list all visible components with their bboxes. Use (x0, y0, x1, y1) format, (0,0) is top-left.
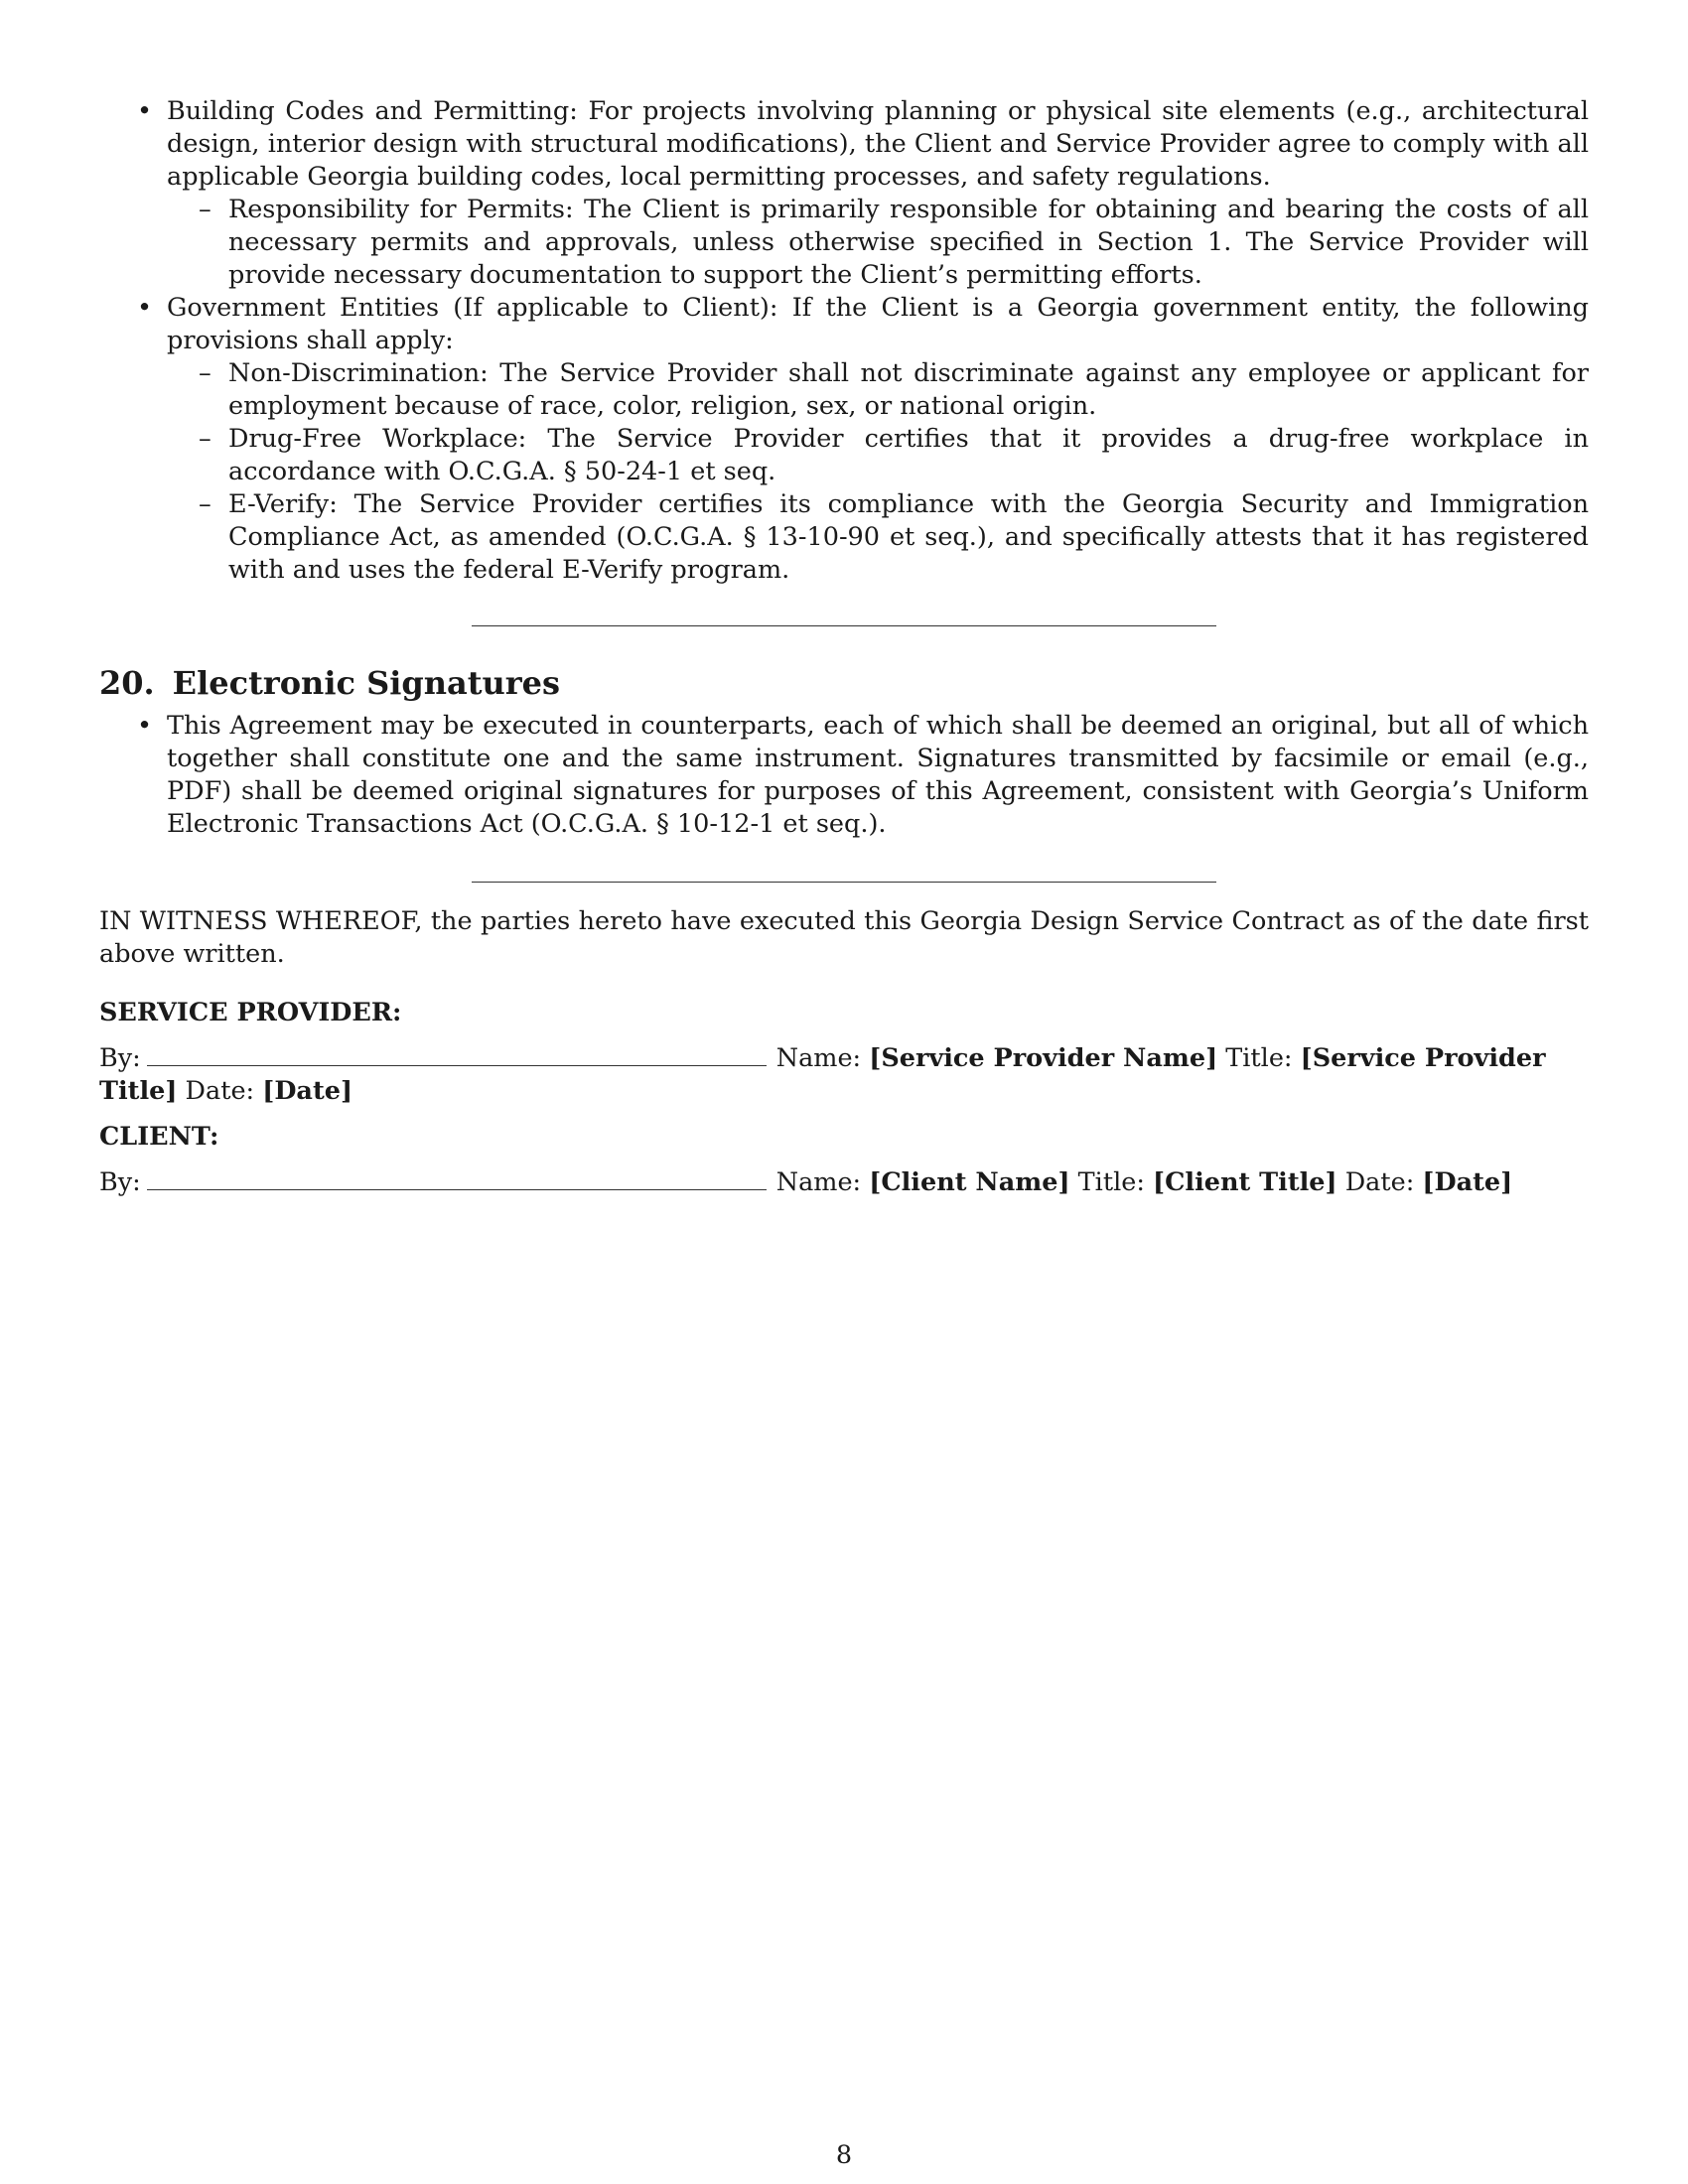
electronic-signatures-list (99, 710, 1589, 841)
sublist-item-permits: – Responsibility for Permits: The Client is primarily responsible for obtaining and bearing the costs of all necessary permits and approvals, unless otherwise specified in Section 1. The Service Provider will provide necessary documentation to support the Client’s permitting efforts. (167, 194, 1589, 292)
permits-government-list (99, 95, 1589, 587)
sublist-item-drug-free: – Drug-Free Workplace: The Service Provider certifies that it provides a drug-free workplace in accordance with O.C.G.A. § 50-24-1 et seq. (167, 423, 1589, 488)
date-value: Date (274, 1075, 341, 1106)
service-provider-heading: SERVICE PROVIDER: (99, 997, 402, 1027)
list-item-building-codes (99, 95, 1589, 292)
sublist-item-e-verify: – E-Verify: The Service Provider certifies its compliance with the Georgia Security and Immigration Compliance Act, as amended (O.C.G.A. § 13-10-90 et seq.), and specifically attests that it has registered with and uses the federal E-Verify program. (167, 488, 1589, 587)
sublist (167, 194, 1589, 292)
service-provider-signature-line: By: Name: [Service Provider Name] Title: [Service Provider Title] Date: [Date] (99, 1042, 1546, 1106)
client-heading: CLIENT: (99, 1121, 219, 1152)
sublist-item-non-discrimination: – Non-Discrimination: The Service Provider shall not discriminate against any employee or applicant for employment because of race, color, religion, sex, or national origin. (167, 357, 1589, 423)
section-heading: 20. Electronic Signatures (99, 664, 561, 702)
list-item-counterparts: • This Agreement may be executed in counterparts, each of which shall be deemed an original, but all of which together shall constitute one and the same instrument. Signatures transmitted by facsimile or email (e.g., PDF) shall be deemed original signatures for purposes of this Agreement, consistent with Georgia’s Uniform Electronic Transactions Act (O.C.G.A. § 10-12-1 et seq.). (99, 710, 1589, 841)
list-item-government-entities (99, 292, 1589, 587)
list-item-text: Building Codes and Permitting: For projects involving planning or physical site elements (e.g., architectural design, interior design with structural modifications), the Client and Service Provider agree to comply with all applicable Georgia building codes, local permitting processes, and safety regulations. (167, 96, 1589, 192)
signature-blank[interactable] (147, 1041, 767, 1066)
page-number: 8 (835, 2140, 853, 2170)
sublist (167, 357, 1589, 587)
witness-clause: IN WITNESS WHEREOF, the parties hereto have executed this Georgia Design Service Contract as of the date first above written. (99, 906, 1589, 969)
contract-page (99, 95, 1589, 1199)
section-divider (472, 882, 1216, 883)
signature-blank[interactable] (147, 1165, 767, 1190)
name-value: Client Name (881, 1166, 1058, 1197)
list-item-text: Government Entities (If applicable to Client): If the Client is a Georgia government entity, the following provisions shall apply: (167, 293, 1589, 355)
name-value: Service Provider Name (881, 1042, 1206, 1073)
client-signature-line: By: Name: [Client Name] Title: [Client Title] Date: [Date] (99, 1166, 1513, 1197)
section-divider (472, 625, 1216, 626)
title-value: Service Provider Title (99, 1042, 1546, 1106)
title-value: Client Title (1165, 1166, 1326, 1197)
date-value: Date (1434, 1166, 1501, 1197)
